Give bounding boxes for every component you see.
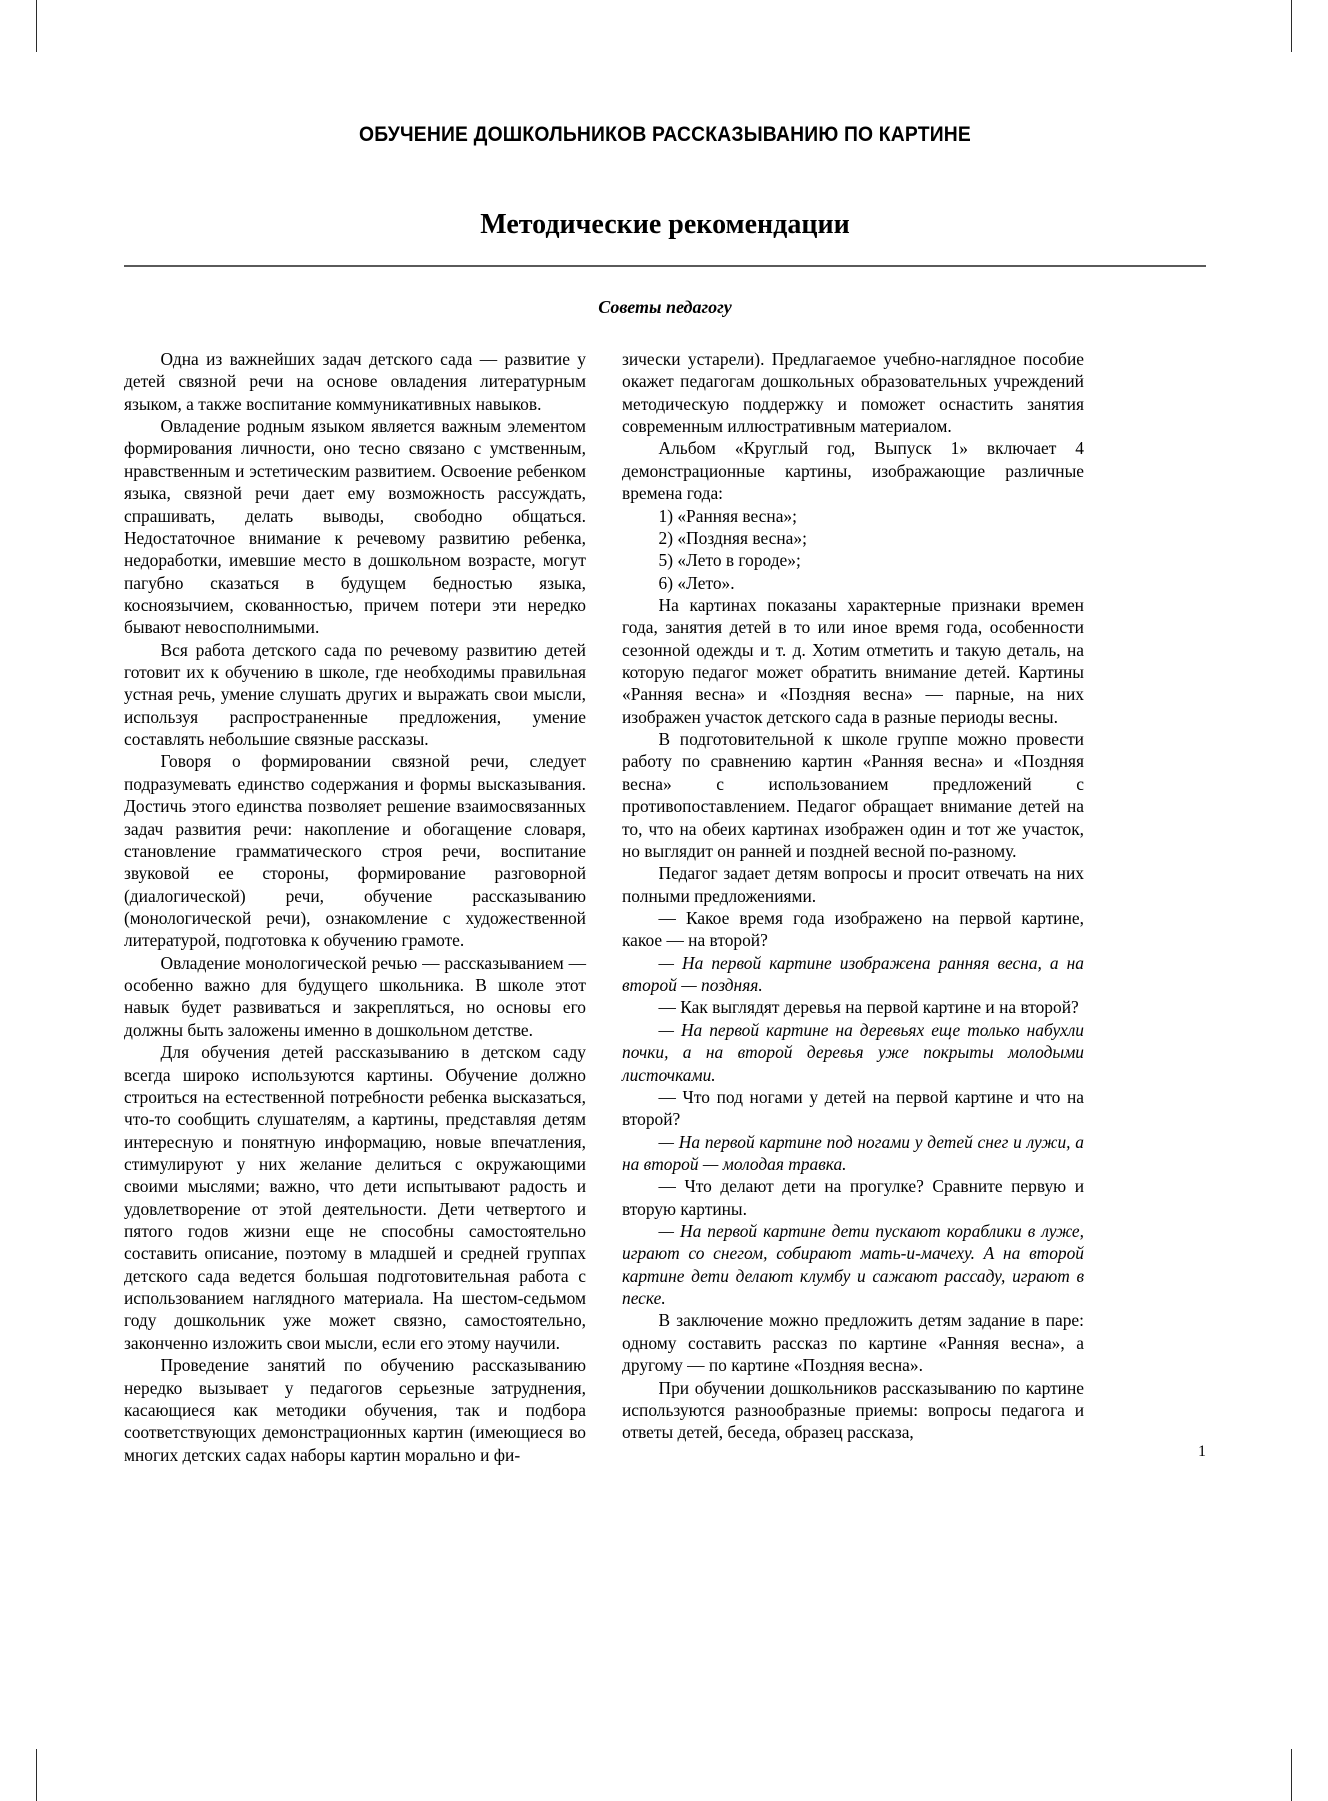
document-subtitle: Методические рекомендации bbox=[480, 209, 850, 240]
list-item: 2) «Поздняя весна»; bbox=[658, 527, 807, 548]
paragraph: При обучении дошкольников рассказыванию по картине используются разнообразные приемы: вопросы педагога и ответы детей, беседа, образец рассказа, bbox=[622, 1377, 1084, 1443]
paragraph: В подготовительной к школе группе можно провести работу по сравнению картин «Ранняя весна» и «Поздняя весна» с использованием предложений с противопоставлением. Педагог обращает внимание детей на то, что на обеих картинах изображен один и тот же участок, но выглядит он ранней и поздней весной по-разному. bbox=[622, 729, 1084, 861]
paragraph: Проведение занятий по обучению рассказыванию нередко вызывает у педагогов серьезные затруднения, касающиеся как методики обучения, так и подбора соответствующих демонстрационных картин (имеющиеся во многих детских садах наборы картин морально и фи- bbox=[124, 1355, 586, 1465]
dialogue-answer: — На первой картине под ногами у детей снег и лужи, а на второй — молодая травка. bbox=[622, 1131, 1084, 1174]
paragraph: Вся работа детского сада по речевому развитию детей готовит их к обучению в школе, где необходимы правильная устная речь, умение слушать других и выражать свои мысли, используя распространенные предложения, умение составлять небольшие связные рассказы. bbox=[124, 639, 586, 750]
dialogue-question: — Какое время года изображено на первой картине, какое — на второй? bbox=[622, 907, 1084, 951]
paragraph: Овладение монологической речью — рассказыванием — особенно важно для будущего школьника. В школе этот навык будет развиваться и закрепляться, но основы его должны быть заложены именно в дошкольном детстве. bbox=[124, 952, 586, 1040]
right-column bbox=[622, 348, 1084, 1444]
paragraph: Одна из важнейших задач детского сада — развитие у детей связной речи на основе овладения литературным языком, а также воспитание коммуникативных навыков. bbox=[124, 349, 586, 414]
page-number: 1 bbox=[1198, 1443, 1206, 1460]
two-column-body bbox=[124, 348, 1206, 1466]
dialogue-question: — Что делают дети на прогулке? Сравните первую и вторую картины. bbox=[622, 1176, 1084, 1219]
list-item: 1) «Ранняя весна»; bbox=[658, 505, 797, 526]
dialogue-answer: — На первой картине изображена ранняя весна, а на второй — поздняя. bbox=[622, 952, 1084, 996]
paragraph: В заключение можно предложить детям задание в паре: одному составить рассказ по картине «Ранняя весна», а другому — по картине «Поздняя весна». bbox=[622, 1310, 1084, 1376]
crop-mark-top-left bbox=[36, 0, 37, 52]
paragraph-continuation: зически устарели). Предлагаемое учебно-наглядное пособие окажет педагогам дошкольных образовательных учреждений методическую поддержку и поможет оснастить занятия современным иллюстративным материалом. bbox=[622, 349, 1084, 437]
paragraph: Говоря о формировании связной речи, следует подразумевать единство содержания и формы высказывания. Достичь этого единства позволяет решение взаимосвязанных задач развития речи: накопление и обогащение словаря, становление грамматического строя речи, воспитание звуковой ее стороны, формирование разговорной (диалогической) речи, обучение рассказыванию (монологической речи), ознакомление с художественной литературой, подготовка к обучению грамоте. bbox=[124, 751, 586, 951]
page-content bbox=[124, 0, 1206, 1801]
paragraph: Овладение родным языком является важным элементом формирования личности, оно тесно связано с умственным, нравственным и эстетическим развитием. Освоение ребенком языка, связной речи дает ему возможность рассуждать, спрашивать, делать выводы, свободно общаться. Недостаточное внимание к речевому развитию ребенка, недоработки, имевшие место в дошкольном возрасте, могут пагубно сказаться в будущем бедностью языка, косноязычием, скованностью, причем потери эти нередко бывают невосполнимыми. bbox=[124, 416, 586, 638]
section-label: Советы педагогу bbox=[598, 297, 732, 317]
left-column bbox=[124, 348, 586, 1466]
paragraph: Педагог задает детям вопросы и просит отвечать на них полными предложениями. bbox=[622, 863, 1084, 906]
dialogue-answer: — На первой картине на деревьях еще только набухли почки, а на второй деревья уже покрыты молодыми листочками. bbox=[622, 1019, 1084, 1085]
crop-mark-bottom-left bbox=[36, 1749, 37, 1801]
page-title: ОБУЧЕНИЕ ДОШКОЛЬНИКОВ РАССКАЗЫВАНИЮ ПО КАРТИНЕ bbox=[358, 123, 972, 146]
album-intro-paragraph: Альбом «Круглый год, Выпуск 1» включает 4 демонстрационные картины, изображающие различные времена года: bbox=[622, 438, 1084, 504]
list-item: 5) «Лето в городе»; bbox=[658, 550, 801, 571]
paragraph: На картинах показаны характерные признаки времен года, занятия детей в то или иное время года, особенности сезонной одежды и т. д. Хотим отметить и такую деталь, на которую педагог может обратить внимание детей. Картины «Ранняя весна» и «Поздняя весна» — парные, на них изображен участок детского сада в разные периоды весны. bbox=[622, 594, 1084, 727]
dialogue-answer: — На первой картине дети пускают кораблики в луже, играют со снегом, собирают мать-и-мачеху. А на второй картине дети делают клумбу и сажают рассаду, играют в песке. bbox=[622, 1221, 1084, 1309]
paragraph: Для обучения детей рассказыванию в детском саду всегда широко используются картины. Обучение должно строиться на естественной потребности ребенка высказаться, что-то сообщить слушателям, а картины, представляя детям интересную и понятную информацию, новые впечатления, стимулируют у них желание делиться с окружающими своими мыслями; важно, что дети испытывают радость и удовлетворение от этой деятельности. Дети четвертого и пятого годов жизни еще не способны самостоятельно составить описание, поэтому в младшей и средней группах детского сада ведется большая подготовительная работа с использованием наглядного материала. На шестом-седьмом году дошкольник уже может связно, самостоятельно, законченно изложить свои мысли, если его этому научили. bbox=[124, 1042, 586, 1353]
dialogue-question: — Что под ногами у детей на первой картине и что на второй? bbox=[622, 1086, 1084, 1130]
crop-mark-top-right bbox=[1291, 0, 1292, 52]
dialogue-question: — Как выглядят деревья на первой картине и на второй? bbox=[658, 997, 1079, 1018]
list-item: 6) «Лето». bbox=[658, 572, 735, 593]
crop-mark-bottom-right bbox=[1291, 1749, 1292, 1801]
